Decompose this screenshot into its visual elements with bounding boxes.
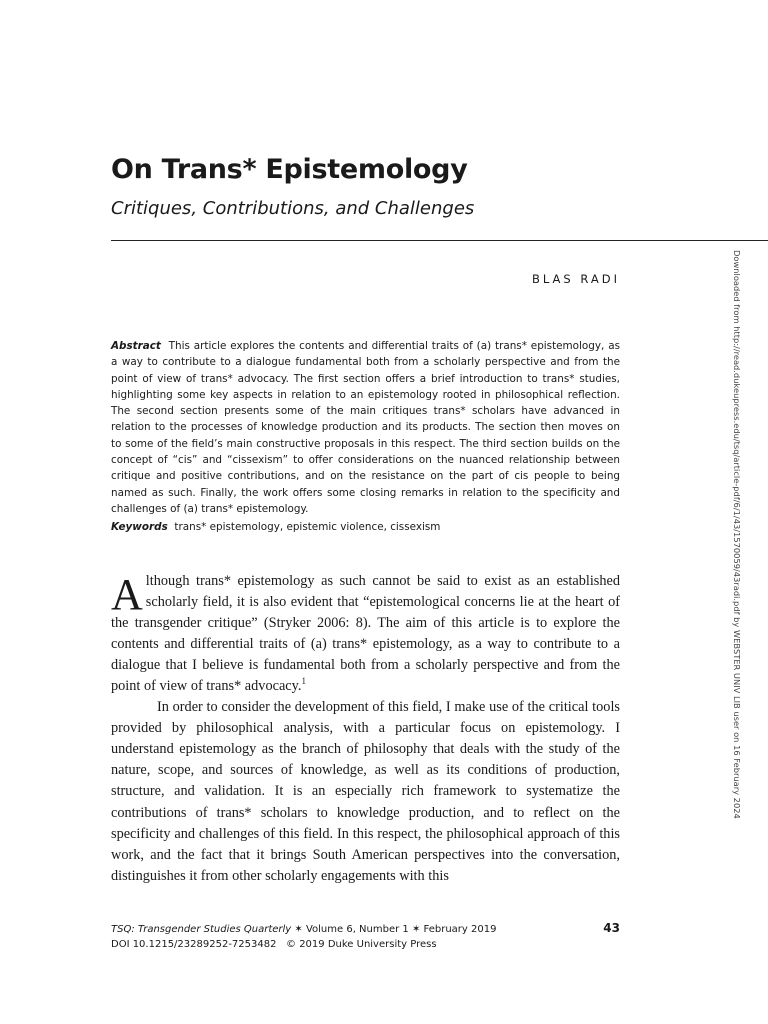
- abstract-label: Abstract: [111, 340, 161, 352]
- page-number: 43: [603, 921, 620, 935]
- abstract: [111, 338, 620, 517]
- download-notice: Downloaded from http://read.dukeupress.edu/tsq/article-pdf/6/1/43/1570059/43radi.pdf by WEBSTER UNIV LIB user on 16 February 2024: [732, 250, 742, 819]
- article-title: On Trans* Epistemology: [111, 154, 468, 185]
- keywords: [111, 519, 620, 535]
- body-paragraph-1: [111, 571, 620, 697]
- keywords-label: Keywords: [111, 521, 168, 533]
- title-divider: [111, 240, 768, 241]
- footnote-marker[interactable]: 1: [301, 676, 306, 687]
- body-paragraph-2: In order to consider the development of this field, I make use of the critical tools provided by philosophical analysis, with a particular focus on epistemology. I understand epistemology as the branch of philosophy that deals with the study of the nature, scope, and sources of knowledge, as well as its conditions of production, structure, and validation. It is an especially rich framework to systematize the contributions of trans* scholars to knowledge production, and to reflect on the specificity and challenges of this field. In this respect, the philosophical approach of this work, and the fact that it brings South American perspectives into the conversation, distinguishes it from other scholarly engagements with this: [111, 699, 620, 884]
- abstract-text: This article explores the contents and differential traits of (a) trans* epistemology, as a way to contribute to a dialogue fundamental both from a scholarly perspective and from the point of view of trans* advocacy. The first section offers a brief introduction to trans* studies, highlighting some key aspects in relation to an epistemology rooted in philosophical reflection. The second section presents some of the main critiques trans* scholars have advanced in relation to the processes of knowledge production and its products. The section then moves on to some of the field’s main constructive proposals in this respect. The third section builds on the concept of “cis” and “cissexism” to offer considerations on the nuanced relationship between critique and positive contributions, and on the resistance on the part of cis people to being named as such. Finally, the work offers some closing remarks in relation to the specificity and challenges of (a) trans* epistemology.: [111, 340, 620, 515]
- author-name: BLAS RADI: [531, 272, 620, 286]
- footer-citation: [111, 922, 620, 937]
- footer-doi-line: [111, 937, 620, 952]
- drop-cap: A: [111, 570, 143, 619]
- doi[interactable]: DOI 10.1215/23289252-7253482: [111, 939, 277, 950]
- journal-name: TSQ: Transgender Studies Quarterly: [111, 924, 292, 935]
- body-paragraph-1-text: lthough trans* epistemology as such cannot be said to exist as an established scholarly field, it is also evident that “epistemological concerns lie at the heart of the transgender critique” (Stryker 2006: 8). The aim of this article is to explore the contents and differential traits of (a) trans* epistemology, as a way to contribute to a dialogue that I believe is fundamental both from a scholarly perspective and from the point of view of trans* advocacy.: [111, 573, 620, 695]
- copyright: © 2019 Duke University Press: [286, 939, 437, 950]
- article-body: [111, 571, 620, 887]
- article-subtitle: Critiques, Contributions, and Challenges: [111, 198, 475, 219]
- page-footer: [111, 922, 620, 952]
- journal-issue: ✶ Volume 6, Number 1 ✶ February 2019: [291, 924, 497, 935]
- keywords-text: trans* epistemology, epistemic violence, cissexism: [174, 521, 441, 533]
